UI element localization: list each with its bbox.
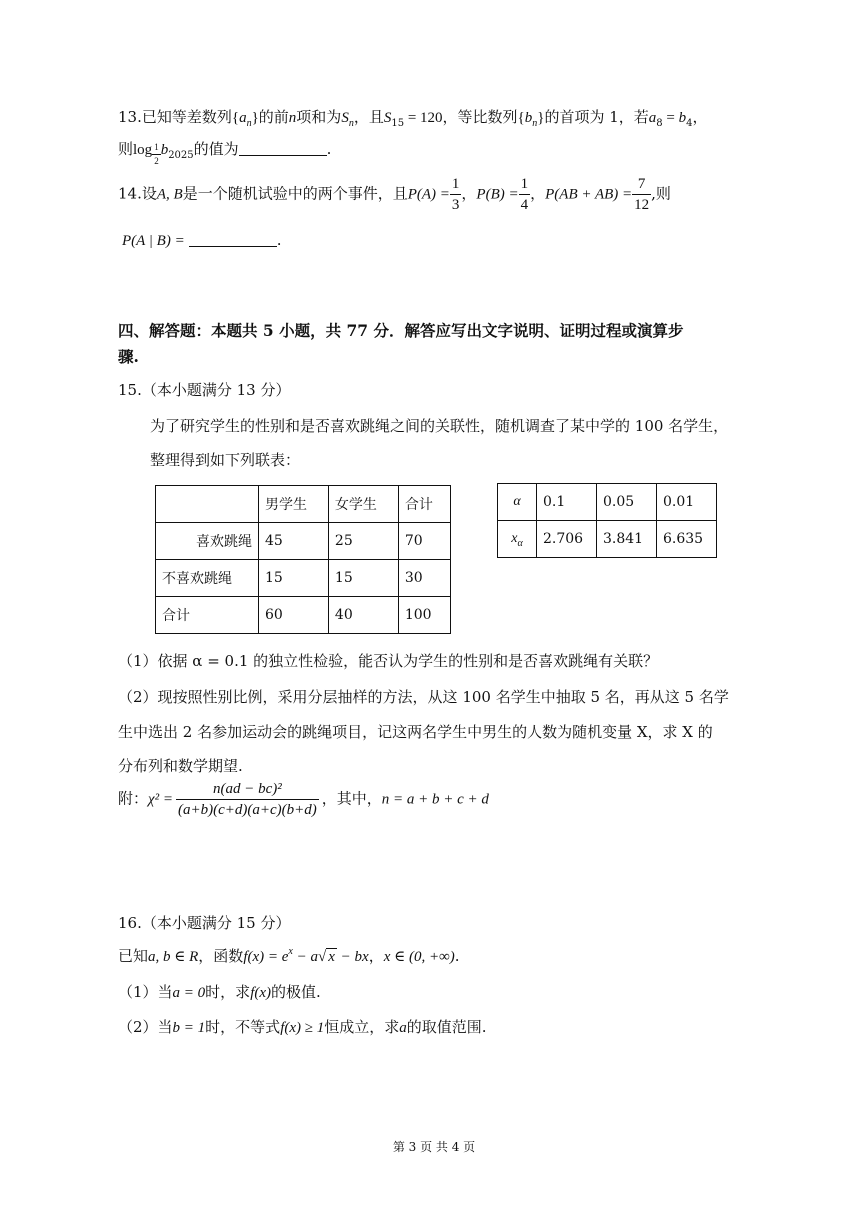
- table-cell: 合计: [156, 597, 259, 634]
- text: ，: [368, 947, 384, 965]
- question-13-line2: [118, 140, 331, 167]
- text: 项和为: [296, 108, 342, 126]
- math-seq-b: $\{b_n\}$: [517, 110, 545, 129]
- text: 的值为: [193, 140, 239, 158]
- table-cell: 100: [398, 597, 450, 634]
- text: 附：: [118, 789, 149, 808]
- table-cell: 25: [328, 523, 398, 560]
- table-row: [156, 486, 451, 523]
- math-func: − a: [292, 949, 318, 965]
- table-cell: 45: [259, 523, 329, 560]
- question-16-head: 16.（本小题满分 15 分）: [118, 914, 291, 932]
- text: 的前: [258, 108, 289, 126]
- math-n-def: n = a + b + c + d: [381, 791, 489, 808]
- text: ，等比数列: [442, 108, 518, 126]
- table-cell: 70: [398, 523, 450, 560]
- math-cond: b = 1: [172, 1020, 206, 1036]
- table-header: 男学生: [259, 486, 329, 523]
- math-log: log: [133, 142, 153, 158]
- text: .: [326, 140, 332, 158]
- math-S15: S: [383, 110, 392, 126]
- table-cell: 30: [398, 560, 450, 597]
- table-header: 合计: [398, 486, 450, 523]
- table-cell: 15: [328, 560, 398, 597]
- question-15-part2-line2: 生中选出 2 名参加运动会的跳绳项目，记这两名学生中男生的人数为随机变量 X，求 X 的: [118, 723, 713, 741]
- text: ,则: [651, 184, 671, 203]
- math-pAB: P(A | B) =: [122, 233, 185, 249]
- text: 恒成立，求: [324, 1018, 400, 1036]
- question-15-part2-line3: 分布列和数学期望.: [118, 757, 243, 775]
- frac-1-4: $\frac{1}{4}$: [520, 176, 529, 213]
- question-13-line1: [118, 108, 708, 130]
- text: 则: [118, 140, 134, 158]
- text: 是一个随机试验中的两个事件，且: [182, 184, 408, 203]
- text: ，函数: [198, 947, 244, 965]
- text: 时，不等式: [205, 1018, 281, 1036]
- math-func: − bx: [336, 949, 369, 965]
- math-eq: =: [662, 110, 679, 126]
- math-sub: 15: [391, 118, 405, 129]
- question-14-line1: 14.设A, B是一个随机试验中的两个事件，且P(A) = $\frac{1}{3}$ ，P(B) = $\frac{1}{4}$ ，P(AB + AB) = $\frac{7}{12}$ ,则: [118, 176, 671, 213]
- text: （1）当: [118, 983, 173, 1001]
- table-row: [498, 521, 717, 558]
- table-cell: 不喜欢跳绳: [156, 560, 259, 597]
- sqrt-icon: √: [318, 949, 327, 965]
- critical-value-table: [497, 483, 717, 558]
- math-f: f(x): [250, 985, 272, 1001]
- text: 的首项为 1，若: [544, 108, 649, 126]
- math-b2025: b: [160, 142, 169, 158]
- math-sub: 4: [686, 118, 693, 129]
- log-base: $\frac{1}{2}$: [154, 142, 159, 166]
- question-number: 14.: [118, 184, 142, 203]
- table-cell: $x_\alpha$: [498, 521, 537, 558]
- text: 设: [141, 184, 157, 203]
- question-15-part2-line1: （2）现按照性别比例，采用分层抽样的方法，从这 100 名学生中抽取 5 名，再从这 5 名学: [118, 688, 729, 706]
- math-func: f(x) = e: [243, 949, 289, 965]
- table-row: [156, 560, 451, 597]
- page-footer: 第 3 页 共 4 页: [392, 1140, 476, 1154]
- question-14-line2: [122, 231, 281, 250]
- math-var: a: [399, 1020, 407, 1036]
- math-sup: x: [288, 946, 293, 957]
- question-16-part1: [118, 983, 321, 1002]
- table-cell: 喜欢跳绳: [156, 523, 259, 560]
- table-cell: 40: [328, 597, 398, 634]
- table-row: [156, 523, 451, 560]
- math-n: n: [288, 110, 297, 126]
- answer-blank[interactable]: [239, 141, 327, 156]
- text: 的取值范围.: [406, 1018, 487, 1036]
- text: 已知等差数列: [141, 108, 232, 126]
- chi-square-fraction: $\frac{\text{n(ad − bc)²}}{(a+b)(c+d)(a+c)(b+d)}$: [177, 781, 317, 818]
- question-number: 13.: [118, 108, 142, 126]
- math-a8: a: [648, 110, 657, 126]
- text: .: [276, 231, 282, 249]
- math-chi: χ² =: [148, 791, 173, 808]
- math-domain: x ∈ (0, +∞): [383, 949, 455, 965]
- math-sqrt-arg: x: [328, 949, 335, 965]
- text: .: [454, 947, 460, 965]
- question-15-head: 15.（本小题满分 13 分）: [118, 381, 291, 399]
- table-cell: 0.01: [657, 484, 717, 521]
- math-sub: n: [348, 118, 354, 129]
- table-cell: [156, 486, 259, 523]
- frac-1-3: $\frac{1}{3}$: [451, 176, 460, 213]
- math-ab: a, b ∈ R: [148, 949, 199, 965]
- math-pC: P(AB + AB) =: [545, 186, 633, 203]
- table-cell: 3.841: [597, 521, 657, 558]
- math-events: A, B: [156, 186, 183, 203]
- math-sub: 2025: [168, 150, 194, 161]
- question-15-part1: （1）依据 α = 0.1 的独立性检验，能否认为学生的性别和是否喜欢跳绳有关联？: [118, 652, 659, 670]
- answer-blank[interactable]: [189, 232, 277, 247]
- table-cell: 6.635: [657, 521, 717, 558]
- math-pB: P(B) =: [476, 186, 519, 203]
- contingency-table: [155, 485, 451, 634]
- text: ，且: [353, 108, 384, 126]
- text: 的极值.: [271, 983, 321, 1001]
- section-heading: 四、解答题：本题共 5 小题，共 77 分．解答应写出文字说明、证明过程或演算步: [118, 321, 684, 340]
- question-15-intro2: 整理得到如下列联表：: [150, 451, 301, 469]
- math-seq-a: $\{a_n\}$: [231, 110, 259, 129]
- frac-7-12: $\frac{7}{12}$: [634, 176, 650, 213]
- math-pA: P(A) =: [407, 186, 450, 203]
- math-sub: 8: [656, 118, 663, 129]
- math-cond: a = 0: [172, 985, 206, 1001]
- table-cell: 2.706: [537, 521, 597, 558]
- section-heading-cont: 骤.: [118, 347, 139, 366]
- question-16-part2: [118, 1018, 487, 1037]
- table-row: [498, 484, 717, 521]
- text: 时，求: [205, 983, 251, 1001]
- text: ，: [692, 108, 708, 126]
- table-cell: 0.05: [597, 484, 657, 521]
- question-16-line1: [118, 946, 460, 966]
- text: 已知: [118, 947, 149, 965]
- table-cell: 60: [259, 597, 329, 634]
- math-b4: b: [678, 110, 687, 126]
- table-header: 女学生: [328, 486, 398, 523]
- text: ，其中，: [321, 789, 382, 808]
- text: （2）当: [118, 1018, 173, 1036]
- math-value: = 120: [404, 110, 443, 126]
- math-ineq: f(x) ≥ 1: [280, 1020, 325, 1036]
- math-S: S: [341, 110, 349, 126]
- table-cell: 15: [259, 560, 329, 597]
- table-cell: 0.1: [537, 484, 597, 521]
- question-15-intro1: 为了研究学生的性别和是否喜欢跳绳之间的关联性，随机调查了某中学的 100 名学生，: [150, 417, 729, 435]
- table-row: [156, 597, 451, 634]
- table-cell: α: [498, 484, 537, 521]
- question-15-formula: [118, 780, 489, 819]
